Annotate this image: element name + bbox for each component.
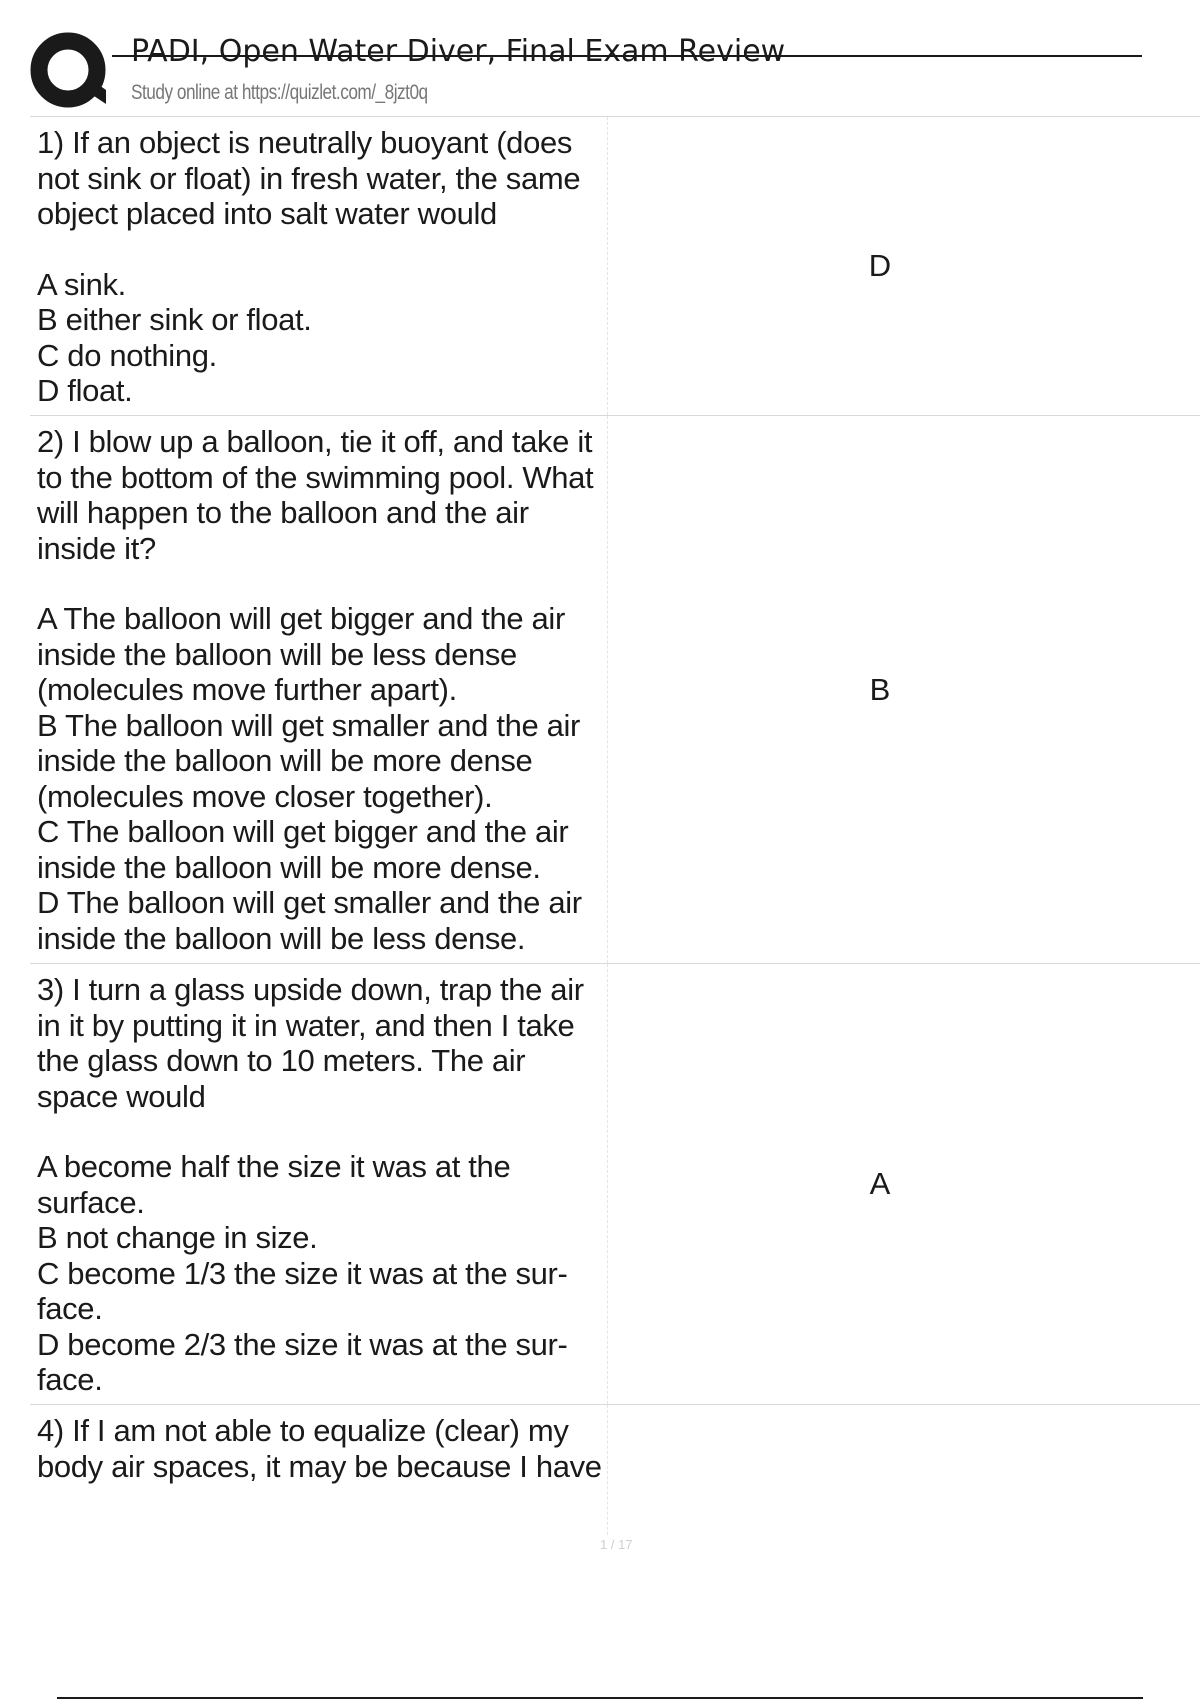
footer-rule bbox=[57, 1697, 1143, 1699]
card-question bbox=[30, 1405, 608, 1535]
answer-option: A sink. bbox=[37, 266, 126, 302]
answer-option: D become 2/3 the size it was at the sur- face. bbox=[37, 1326, 568, 1397]
flashcard bbox=[30, 963, 1200, 1404]
card-question bbox=[30, 964, 608, 1404]
card-answer bbox=[608, 1405, 1200, 1535]
answer-option: C The balloon will get bigger and the air inside the balloon will be more dense. bbox=[37, 814, 569, 885]
question-text: 3) I turn a glass upside down, trap the air in it by putting it in water, and then I take the glass down to 10 meters. The air space would bbox=[37, 972, 592, 1114]
flashcard bbox=[30, 415, 1200, 963]
answer-option: B not change in size. bbox=[37, 1220, 318, 1255]
flashcard bbox=[30, 1404, 1200, 1535]
document-title: PADI, Open Water Diver, Final Exam Review bbox=[131, 34, 786, 69]
card-question bbox=[30, 117, 608, 415]
answer-option: B The balloon will get smaller and the air inside the balloon will be more dense (molecules move closer together). bbox=[37, 707, 581, 814]
quizlet-logo-icon bbox=[30, 30, 114, 114]
card-answer: A bbox=[869, 1166, 891, 1201]
question-text: 4) If I am not able to equalize (clear) my body air spaces, it may be because I have bbox=[37, 1413, 602, 1484]
answer-option: D float. bbox=[37, 373, 133, 408]
card-answer: B bbox=[869, 671, 891, 707]
answer-option: C do nothing. bbox=[37, 337, 217, 373]
card-answer: D bbox=[868, 248, 892, 283]
answer-option: D The balloon will get smaller and the air inside the balloon will be less dense. bbox=[37, 885, 582, 956]
question-text: 1) If an object is neutrally buoyant (does not sink or float) in fresh water, the same object placed into salt water would bbox=[37, 125, 589, 231]
question-text: 2) I blow up a balloon, tie it off, and take it to the bottom of the swimming pool. What will happen to the balloon and the air inside it? bbox=[37, 424, 602, 566]
flashcard-list bbox=[30, 116, 1200, 1535]
flashcard bbox=[30, 116, 1200, 415]
answer-option: A The balloon will get bigger and the air inside the balloon will be less dense (molecules move further apart). bbox=[37, 601, 565, 707]
card-question bbox=[30, 416, 608, 963]
page-number: 1 / 17 bbox=[600, 1537, 633, 1552]
document-header bbox=[0, 0, 1200, 118]
answer-option: C become 1/3 the size it was at the sur- face. bbox=[37, 1255, 568, 1326]
answer-option: A become half the size it was at the surface. bbox=[37, 1149, 511, 1220]
answer-option: B either sink or float. bbox=[37, 302, 312, 337]
document-subtitle: Study online at https://quizlet.com/_8jzt0q bbox=[131, 81, 428, 104]
